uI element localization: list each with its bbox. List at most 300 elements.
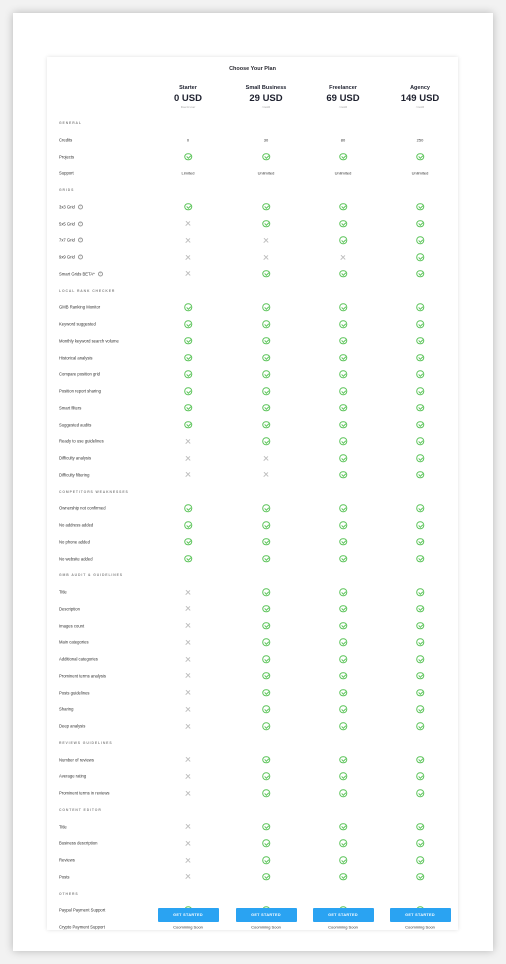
feature-row [47, 316, 458, 333]
section-title [59, 490, 129, 494]
check-icon [339, 304, 347, 312]
label-text: Prominent terms in reviews [59, 790, 110, 796]
check-icon [416, 689, 424, 697]
info-icon[interactable]: ? [79, 237, 82, 242]
feature-label [59, 757, 94, 762]
check-icon [416, 404, 424, 412]
feature-row [47, 265, 458, 282]
check-icon [416, 605, 424, 613]
plan-price: 69 USD [326, 93, 360, 104]
label-text: Images count [59, 623, 85, 628]
check-icon [339, 840, 347, 848]
section-title [59, 741, 113, 745]
check-icon [339, 789, 347, 797]
feature-row [47, 868, 458, 885]
section-header [47, 483, 458, 500]
label-text: GMB AUDIT & GUIDELINES [59, 573, 123, 578]
info-icon[interactable]: ? [79, 254, 82, 259]
feature-label [59, 606, 80, 611]
check-icon [416, 237, 424, 245]
check-icon [339, 387, 347, 395]
section-header [47, 182, 458, 199]
check-icon [262, 371, 270, 379]
check-icon [262, 773, 270, 781]
check-icon [184, 387, 192, 395]
feature-row [47, 550, 458, 567]
label-text: Posts [59, 874, 70, 880]
label-text: Support [59, 170, 74, 176]
label-text: Paypal Payment Support [59, 907, 106, 913]
feature-label [59, 305, 100, 310]
label-text: 3x3 Grid [59, 204, 75, 210]
cross-icon [186, 456, 191, 461]
feature-label [59, 690, 90, 695]
label-text: Keyword suggested [59, 321, 96, 327]
check-icon [416, 722, 424, 730]
check-icon [416, 873, 424, 881]
feature-row [47, 768, 458, 785]
check-icon [262, 421, 270, 429]
plan-price: 149 USD [400, 93, 440, 104]
feature-row [47, 366, 458, 383]
check-icon [262, 337, 270, 345]
check-icon [339, 555, 347, 563]
check-icon [416, 471, 424, 479]
check-icon [262, 823, 270, 831]
feature-row [47, 651, 458, 668]
check-icon [339, 404, 347, 412]
feature-label [59, 204, 83, 209]
check-icon [262, 722, 270, 730]
info-icon[interactable]: ? [79, 204, 82, 209]
cross-icon [264, 255, 269, 260]
cross-icon [186, 221, 191, 226]
check-icon [339, 706, 347, 714]
label-text: OTHERS [59, 891, 79, 896]
check-icon [262, 387, 270, 395]
feature-label [59, 171, 74, 176]
feature-row [47, 349, 458, 366]
check-icon [184, 555, 192, 563]
label-text: LOCAL RANK CHECKER [59, 288, 116, 293]
plan-name: Starter [179, 85, 197, 91]
cross-icon [186, 874, 191, 879]
section-title [59, 121, 82, 125]
feature-label [59, 523, 93, 528]
feature-label [59, 707, 73, 712]
label-text: REVIEWS GUIDELINES [59, 740, 113, 745]
feature-row [47, 148, 458, 165]
cross-icon [186, 472, 191, 477]
check-icon [339, 538, 347, 546]
feature-label [59, 154, 74, 159]
check-icon [339, 756, 347, 764]
feature-row [47, 852, 458, 869]
feature-row [47, 332, 458, 349]
cross-icon [186, 640, 191, 645]
feature-label [59, 456, 91, 461]
feature-label [59, 556, 93, 561]
feature-row [47, 450, 458, 467]
section-title [59, 573, 123, 577]
plan-price: 29 USD [249, 93, 283, 104]
cell-value: 250 [416, 137, 424, 143]
feature-label [59, 405, 81, 410]
section-header [47, 801, 458, 818]
feature-label [59, 355, 93, 360]
label-text: Smart filters [59, 405, 82, 411]
label-text: Number of reviews [59, 757, 94, 762]
feature-row [47, 165, 458, 182]
label-text: Difficulty filtering [59, 472, 90, 478]
label-text: No address added [59, 522, 94, 528]
check-icon [262, 672, 270, 680]
check-icon [262, 320, 270, 328]
check-icon [184, 521, 192, 529]
check-icon [416, 588, 424, 596]
check-icon [184, 404, 192, 412]
feature-row [47, 617, 458, 634]
check-icon [416, 371, 424, 379]
cross-icon [186, 841, 191, 846]
check-icon [339, 320, 347, 328]
check-icon [339, 823, 347, 831]
label-text: Projects [59, 154, 75, 159]
check-icon [416, 538, 424, 546]
feature-row [47, 701, 458, 718]
feature-label [59, 271, 103, 276]
check-icon [262, 622, 270, 630]
feature-label [59, 472, 89, 477]
check-icon [416, 555, 424, 563]
section-header [47, 282, 458, 299]
check-icon [416, 203, 424, 211]
page-title: Choose Your Plan [229, 66, 276, 72]
info-icon[interactable]: ? [99, 271, 102, 276]
check-icon [262, 354, 270, 362]
cell-value: Coomming Soon [328, 924, 358, 930]
feature-row [47, 466, 458, 483]
check-icon [339, 203, 347, 211]
cell-value: 30 [263, 137, 269, 143]
check-icon [416, 639, 424, 647]
label-text: Ownership not confirmed [59, 505, 106, 511]
feature-label [59, 322, 96, 327]
feature-row [47, 198, 458, 215]
check-icon [262, 873, 270, 881]
section-header [47, 734, 458, 751]
feature-row [47, 751, 458, 768]
label-text: Main categories [59, 639, 89, 645]
check-icon [262, 655, 270, 663]
check-icon [416, 220, 424, 228]
cell-value: 80 [340, 137, 346, 143]
feature-label [59, 925, 105, 930]
feature-label [59, 389, 101, 394]
get-started-button-freelancer[interactable]: GET STARTED [313, 908, 374, 922]
label-text: Credits [59, 137, 73, 143]
check-icon [339, 421, 347, 429]
check-icon [184, 337, 192, 345]
cell-value: Unlimited [411, 170, 429, 176]
check-icon [184, 320, 192, 328]
check-icon [416, 304, 424, 312]
check-icon [416, 354, 424, 362]
check-icon [339, 856, 347, 864]
feature-row [47, 584, 458, 601]
cell-value: Limited [181, 170, 195, 176]
check-icon [262, 203, 270, 211]
check-icon [339, 521, 347, 529]
label-text: Position report sharing [59, 388, 101, 394]
check-icon [339, 773, 347, 781]
feature-row [47, 131, 458, 148]
get-started-button-small-business[interactable]: GET STARTED [236, 908, 297, 922]
label-text: GRIDS [59, 188, 75, 192]
check-icon [184, 371, 192, 379]
check-icon [416, 655, 424, 663]
check-icon [339, 655, 347, 663]
cell-value: 0 [186, 137, 190, 143]
plan-name: Freelancer [329, 85, 357, 91]
feature-label [59, 791, 110, 796]
cross-icon [186, 657, 191, 662]
check-icon [416, 387, 424, 395]
feature-row [47, 299, 458, 316]
check-icon [184, 304, 192, 312]
check-icon [416, 505, 424, 513]
cross-icon [186, 791, 191, 796]
label-text: Title [59, 589, 67, 595]
feature-label [59, 724, 85, 729]
feature-label [59, 539, 90, 544]
feature-label [59, 774, 86, 779]
feature-row [47, 785, 458, 802]
plan-sub: / month [415, 106, 425, 109]
info-icon[interactable]: ? [79, 221, 82, 225]
check-icon [262, 521, 270, 529]
check-icon [262, 505, 270, 513]
feature-row [47, 684, 458, 701]
cross-icon [264, 456, 269, 461]
feature-row [47, 533, 458, 550]
check-icon [262, 856, 270, 864]
get-started-button-agency[interactable]: GET STARTED [390, 908, 451, 922]
label-text: 7x7 Grid [59, 237, 75, 243]
section-title [59, 892, 79, 896]
section-title [59, 188, 74, 192]
feature-row [47, 718, 458, 735]
check-icon [416, 622, 424, 630]
feature-label [59, 255, 83, 260]
label-text: Business description [59, 840, 98, 846]
check-icon [339, 689, 347, 697]
label-text: No website added [59, 556, 93, 561]
cross-icon [186, 590, 191, 595]
feature-row [47, 232, 458, 249]
check-icon [416, 454, 424, 462]
feature-row [47, 500, 458, 517]
cross-icon [341, 255, 346, 260]
check-icon [416, 840, 424, 848]
label-text: Compare position grid [59, 371, 100, 377]
check-icon [339, 672, 347, 680]
check-icon [262, 555, 270, 563]
label-text: 5x5 Grid [59, 221, 75, 226]
cross-icon [186, 858, 191, 863]
label-text: Title [59, 824, 67, 829]
check-icon [416, 253, 424, 261]
cross-icon [186, 238, 191, 243]
check-icon [262, 404, 270, 412]
check-icon [416, 706, 424, 714]
label-text: Deep analysis [59, 723, 86, 729]
label-text: Sharing [59, 706, 74, 712]
check-icon [262, 588, 270, 596]
cross-icon [186, 271, 191, 276]
get-started-button-starter[interactable]: GET STARTED [158, 908, 219, 922]
check-icon [416, 789, 424, 797]
feature-row [47, 818, 458, 835]
cross-icon [186, 707, 191, 712]
feature-row [47, 399, 458, 416]
feature-label [59, 908, 105, 913]
cell-value: Unlimited [334, 170, 352, 176]
feature-label [59, 874, 69, 879]
label-text: Smart Grids BETA* [59, 271, 95, 277]
feature-label [59, 338, 119, 343]
check-icon [184, 153, 192, 161]
label-text: GMB Ranking Monitor [59, 304, 101, 310]
plan-sub: Free for ever [180, 106, 196, 109]
check-icon [262, 689, 270, 697]
cross-icon [186, 757, 191, 762]
plan-sub: / month [261, 106, 271, 109]
check-icon [262, 220, 270, 228]
feature-row [47, 634, 458, 651]
check-icon [416, 672, 424, 680]
check-icon [416, 521, 424, 529]
label-text: CONTENT EDITOR [59, 807, 102, 812]
check-icon [416, 756, 424, 764]
feature-row [47, 667, 458, 684]
feature-row [47, 517, 458, 534]
feature-label [59, 238, 83, 243]
cross-icon [264, 238, 269, 243]
check-icon [262, 639, 270, 647]
cross-icon [186, 606, 191, 611]
check-icon [339, 454, 347, 462]
label-text: No phone added [59, 539, 90, 545]
cell-value: Unlimited [257, 170, 275, 176]
check-icon [262, 304, 270, 312]
cell-value: Coomming Soon [251, 924, 281, 930]
check-icon [339, 873, 347, 881]
check-icon [184, 203, 192, 211]
check-icon [339, 153, 347, 161]
feature-label [59, 422, 91, 427]
feature-label [59, 640, 89, 645]
check-icon [416, 823, 424, 831]
section-header [47, 115, 458, 132]
check-icon [339, 505, 347, 513]
check-icon [262, 840, 270, 848]
feature-label [59, 824, 67, 829]
check-icon [262, 756, 270, 764]
plan-name: Agency [410, 85, 430, 91]
check-icon [262, 270, 270, 278]
check-icon [339, 438, 347, 446]
check-icon [416, 438, 424, 446]
check-icon [184, 421, 192, 429]
label-text: COMPETITORS WEAKNESSES [59, 489, 129, 494]
label-text: Description [59, 606, 80, 612]
label-text: Monthly keyword search volume [59, 338, 119, 344]
check-icon [416, 421, 424, 429]
cell-value: Coomming Soon [405, 924, 435, 930]
label-text: 9x9 Grid [59, 254, 75, 260]
label-text: Reviews [59, 857, 75, 863]
label-text: Difficulty analysis [59, 455, 92, 461]
label-text: Average rating [59, 773, 87, 779]
plan-name: Small Business [245, 85, 287, 91]
feature-row [47, 249, 458, 266]
check-icon [262, 706, 270, 714]
check-icon [184, 538, 192, 546]
cell-value: Coomming Soon [173, 924, 203, 930]
label-text: Ready to use guidelines [59, 438, 104, 444]
feature-row [47, 416, 458, 433]
section-header [47, 567, 458, 584]
check-icon [416, 270, 424, 278]
check-icon [339, 220, 347, 228]
check-icon [262, 438, 270, 446]
check-icon [184, 505, 192, 513]
check-icon [416, 773, 424, 781]
feature-row [47, 433, 458, 450]
plan-sub: / month [338, 106, 348, 109]
feature-label [59, 439, 104, 444]
feature-label [59, 673, 106, 678]
feature-label [59, 137, 72, 142]
check-icon [416, 153, 424, 161]
check-icon [339, 237, 347, 245]
check-icon [339, 639, 347, 647]
feature-row [47, 835, 458, 852]
feature-label [59, 623, 84, 628]
check-icon [339, 605, 347, 613]
check-icon [339, 722, 347, 730]
section-title [59, 289, 115, 293]
cross-icon [186, 255, 191, 260]
feature-label [59, 657, 98, 662]
check-icon [416, 320, 424, 328]
check-icon [339, 371, 347, 379]
plan-price: 0 USD [174, 93, 202, 104]
check-icon [339, 471, 347, 479]
cross-icon [186, 673, 191, 678]
cross-icon [186, 439, 191, 444]
check-icon [262, 789, 270, 797]
check-icon [416, 337, 424, 345]
label-text: GENERAL [59, 121, 82, 125]
label-text: Crypto Payment Support [59, 924, 105, 930]
check-icon [184, 354, 192, 362]
check-icon [416, 856, 424, 864]
cross-icon [264, 472, 269, 477]
feature-label [59, 590, 67, 595]
feature-label [59, 841, 97, 846]
